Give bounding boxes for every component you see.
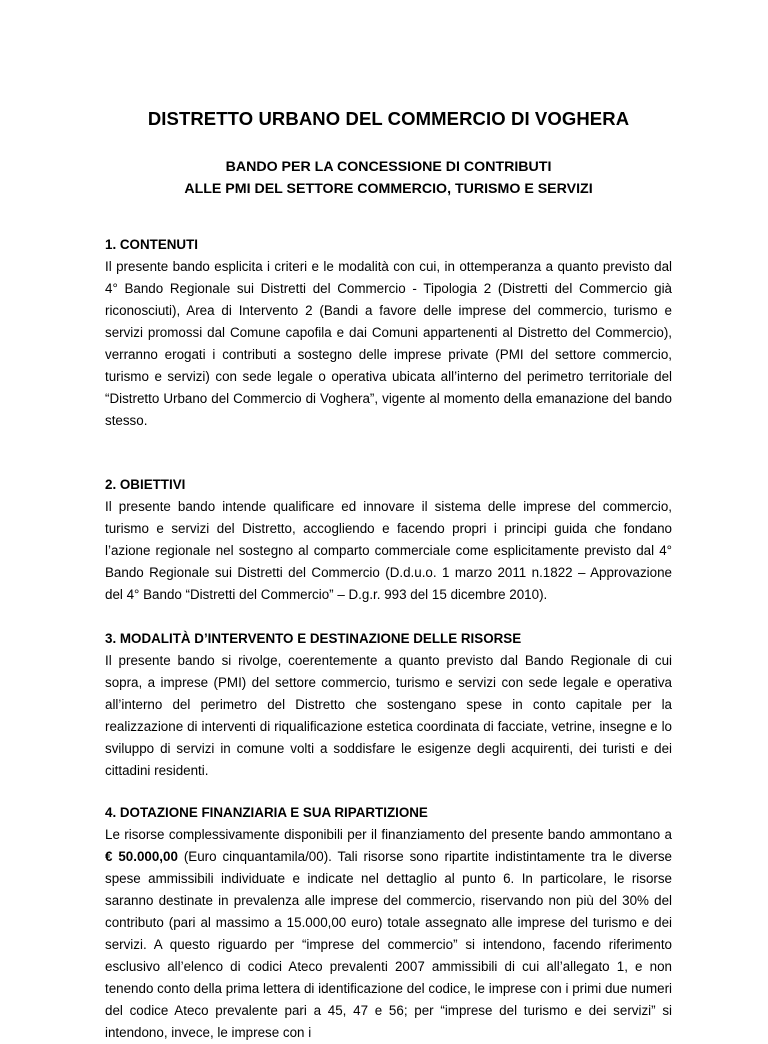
section-modalita-intervento — [105, 628, 672, 782]
funding-amount: € 50.000,00 — [105, 849, 178, 864]
subtitle-line-1: BANDO PER LA CONCESSIONE DI CONTRIBUTI — [225, 159, 552, 175]
document-title: DISTRETTO URBANO DEL COMMERCIO DI VOGHERA — [147, 108, 630, 129]
section-body-before: Le risorse complessivamente disponibili per il finanziamento del presente bando ammontano a — [105, 827, 672, 842]
document-subtitle — [105, 156, 672, 200]
section-obiettivi — [105, 474, 672, 606]
section-body: Il presente bando intende qualificare ed innovare il sistema delle imprese del commercio, turismo e servizi del Distretto, accogliendo e facendo propri i principi guida che fondano l’azione regionale nel sostegno al comparto commerciale come esplicitamente previsto dal 4° Bando Regionale sui Distretti del Commercio (D.d.u.o. 1 marzo 2011 n.1822 – Approvazione del 4° Bando “Distretti del Commercio” – D.g.r. 993 del 15 dicembre 2010). — [105, 499, 672, 602]
section-body — [105, 824, 672, 1044]
section-heading: 3. MODALITÀ D’INTERVENTO E DESTINAZIONE DELLE RISORSE — [105, 631, 522, 646]
section-body: Il presente bando si rivolge, coerentemente a quanto previsto dal Bando Regionale di cui sopra, a imprese (PMI) del settore commercio, turismo e servizi con sede legale e operativa all’interno del perimetro del Distretto che sostengano spese in conto capitale per la realizzazione di interventi di riqualificazione estetica coordinata di facciate, vetrine, insegne e lo sviluppo di servizi in comune volti a soddisfare le esigenze degli acquirenti, dei turisti e dei cittadini residenti. — [105, 653, 672, 778]
document-page — [105, 108, 672, 1044]
section-contenuti — [105, 234, 672, 432]
section-heading: 1. CONTENUTI — [105, 237, 198, 252]
section-heading: 4. DOTAZIONE FINANZIARIA E SUA RIPARTIZIONE — [105, 805, 428, 820]
section-body: Il presente bando esplicita i criteri e le modalità con cui, in ottemperanza a quanto previsto dal 4° Bando Regionale sui Distretti del Commercio - Tipologia 2 (Distretti del Commercio già riconosciuti), Area di Intervento 2 (Bandi a favore delle imprese del commercio, turismo e servizi promossi dal Comune capofila e dai Comuni appartenenti al Distretto del Commercio), verranno erogati i contributi a sostegno delle imprese private (PMI del settore commercio, turismo e servizi) con sede legale o operativa ubicata all’interno del perimetro territoriale del “Distretto Urbano del Commercio di Voghera”, vigente al momento della emanazione del bando stesso. — [105, 259, 672, 428]
section-heading: 2. OBIETTIVI — [105, 477, 186, 492]
section-dotazione-finanziaria — [105, 802, 672, 1044]
section-body-after: (Euro cinquantamila/00). Tali risorse sono ripartite indistintamente tra le diverse spese ammissibili individuate e indicate nel dettaglio al punto 6. In particolare, le risorse saranno destinate in prevalenza alle imprese del commercio, riservando non più del 30% del contributo (pari al massimo a 15.000,00 euro) totale assegnato alle imprese del turismo e dei servizi. A questo riguardo per “imprese del commercio” si intendono, facendo riferimento esclusivo all’elenco di codici Ateco prevalenti 2007 ammissibili di cui all’allegato 1, e non tenendo conto della prima lettera di identificazione del codice, le imprese con i primi due numeri del codice Ateco prevalente pari a 45, 47 e 56; per “imprese del turismo e dei servizi” si intendono, invece, le imprese con i — [105, 849, 672, 1040]
subtitle-line-2: ALLE PMI DEL SETTORE COMMERCIO, TURISMO E SERVIZI — [184, 181, 593, 197]
